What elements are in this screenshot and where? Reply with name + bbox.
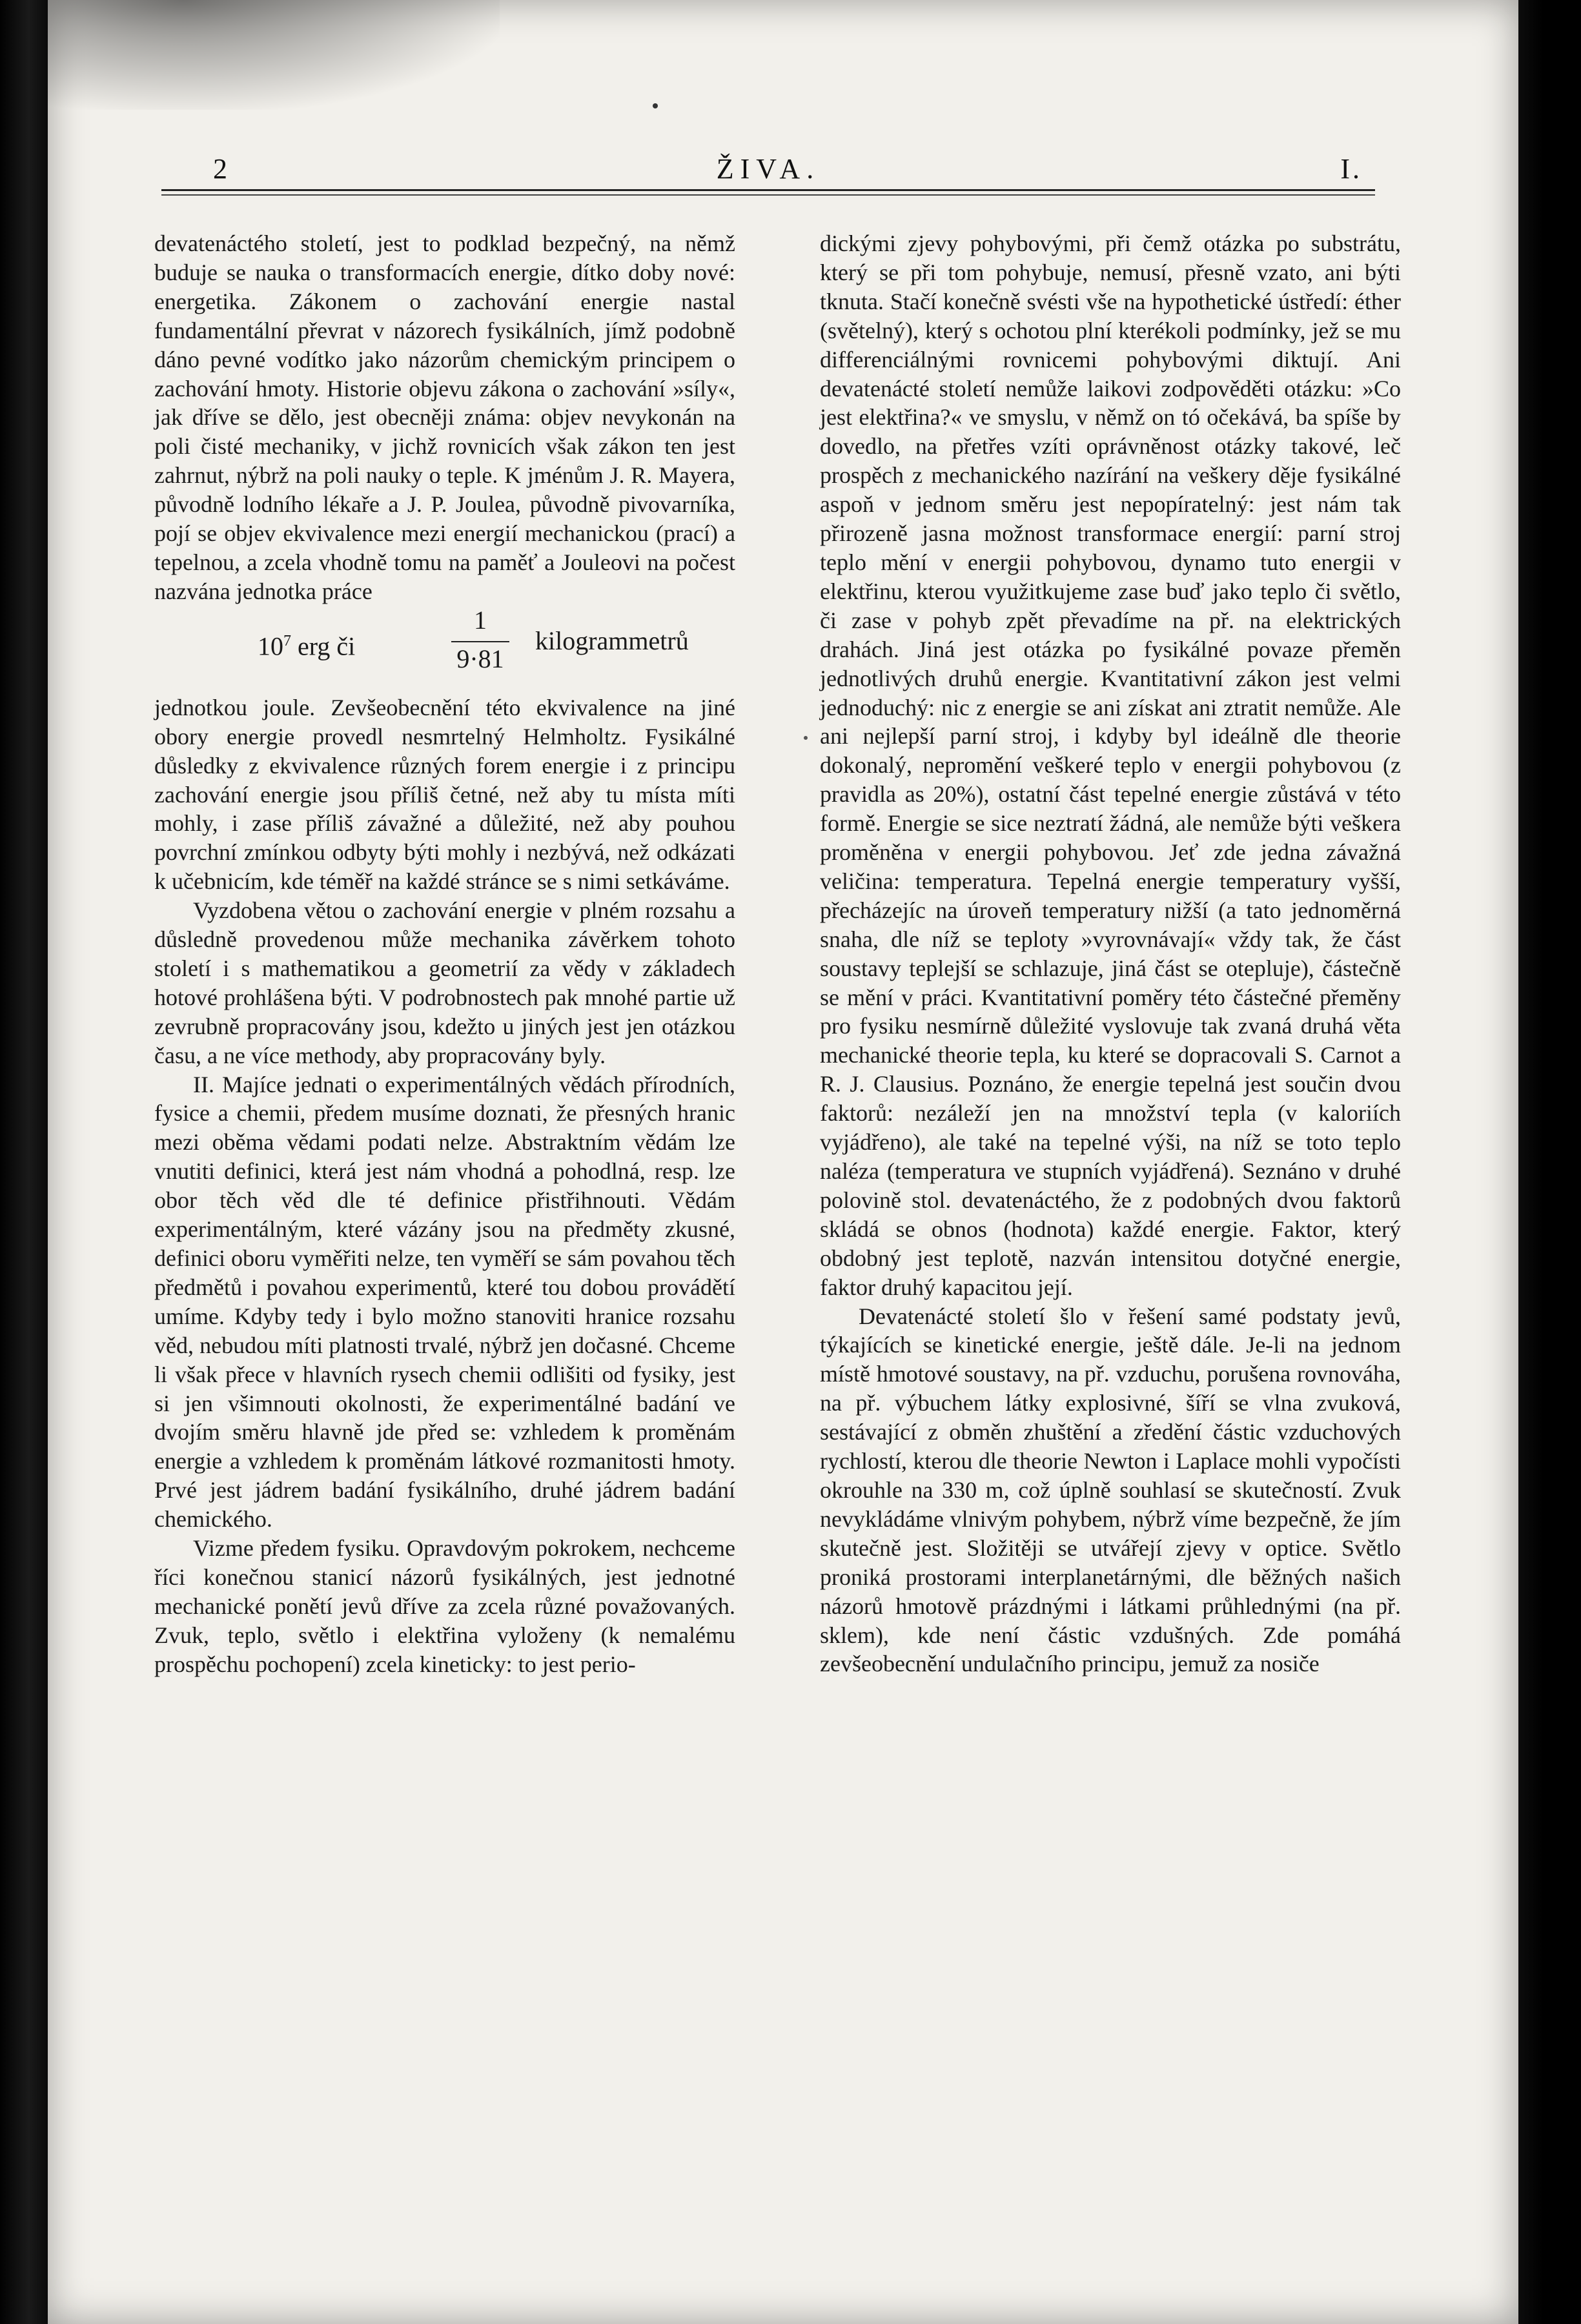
paragraph: Devatenácté století šlo v řešení samé podstaty jevů, týkajících se kinetické energie, ještě dále. Je-li na jednom místě hmotové soustavy, na př. vzduchu, porušena rovnováha, na př. výbuchem látky explosivné, šíří se vlna zvuková, sestávající z obměn zhuštění a zředění částic vzduchových rychlostí, kterou dle theorie Newton i Laplace mohli vypočísti okrouhle na 330 m, což úplně souhlasí se skutečností. Zvuk nevykládáme vlnivým pohybem, nýbrž víme bezpečně, že jím skutečně jest. Složitěji se utvářejí zjevy v optice. Světlo proniká prostorami interplanetárnými, dle běžných našich názorů hmotově prázdnými i látkami průhlednými (na př. sklem), kde není částic vzdušných. Zde pomáhá zevšeobecnění undulačního principu, jemuž za nosiče xyxy=(820,1303,1401,1677)
paragraph: Vyzdobena větou o zachování energie v plném rozsahu a důsledně provedenou může mechanika závěrkem tohoto století i s mathematikou a geometrií za vědy v základech hotové prohlášena býti. V podrobnostech pak mnohé partie už zevrubně propracovány jsou, kdežto u jiných jest jen otázkou času, a ne více methody, aby propracovány byly. xyxy=(154,897,735,1068)
fraction-numerator: 1 xyxy=(474,605,487,635)
running-header xyxy=(161,152,1375,191)
journal-title: ŽIVA. xyxy=(716,153,821,185)
right-column xyxy=(820,229,1401,1678)
scan-edge-right xyxy=(1518,0,1581,2324)
paragraph: jednotkou joule. Zevšeobecnění této ekvivalence na jiné obory energie provedl nesmrtelný Helmholtz. Fysikálné důsledky z ekvivalence různých forem energie i z principu zachování energie jsou příliš četné, než aby tu místa míti mohly, i zase příliš závažné a důležité, než aby pouhou povrchní zmínkou odbyty býti mohly i nezbývá, než odkázati k učebnicím, kde téměř na každé stránce se s nimi setkáváme. xyxy=(154,694,735,895)
page-stain xyxy=(48,0,500,110)
fraction-denominator: 9·81 xyxy=(456,644,504,673)
header-rule-thin xyxy=(161,194,1375,196)
scan-edge-left xyxy=(0,0,48,2324)
formula-power xyxy=(258,627,355,661)
page-number: 2 xyxy=(213,153,230,185)
formula-unit-kgm: kilogrammetrů xyxy=(535,626,689,655)
paragraph: Vizme předem fysiku. Opravdovým pokrokem, nechceme říci konečnou stanicí názorů fysikálných, jest jednotné mechanické ponětí jevů dříve za zcela různé považovaných. Zvuk, teplo, světlo i elektřina vyloženy (k nemalému prospěchu pochopení) zcela kineticky: to jest perio- xyxy=(154,1535,735,1677)
volume-number: I. xyxy=(1340,153,1362,185)
left-column xyxy=(154,229,735,1679)
formula-fraction xyxy=(445,606,516,674)
formula-exponent: 7 xyxy=(283,632,291,649)
ink-speck xyxy=(653,103,658,108)
fraction-bar xyxy=(451,641,509,642)
paragraph: II. Majíce jednati o experimentálných vědách přírodních, fysice a chemii, předem musíme doznati, že přesných hranic mezi oběma vědami podati nelze. Abstraktním vědám lze vnutiti definici, která jest nám vhodná a pohodlná, resp. lze obor těch věd dle té definice přistřihnouti. Vědám experimentálným, které vázány jsou na předměty zkusné, definici oboru vyměřiti nelze, ten vyměří se sám povahou těch předmětů i povahou experimentů, které tou dobou provádětí umíme. Kdyby tedy i bylo možno stanoviti hranice rozsahu věd, nebudou míti platnosti trvalé, nýbrž jen dočasné. Chceme li však přece v hlavních rysech chemii odlišiti od fysiky, jest si jen všimnouti okolnosti, že experimentálné badání ve dvojím směru hlavně jde před se: vzhledem k proměnám energie a vzhledem k proměnám látkové rozmanitosti hmoty. Prvé jest jádrem badání fysikálního, druhé jádrem badání chemického. xyxy=(154,1071,735,1533)
joule-formula xyxy=(154,606,735,693)
formula-base: 10 xyxy=(258,631,283,661)
formula-unit-erg: erg či xyxy=(298,631,356,661)
paragraph: dickými zjevy pohybovými, při čemž otázka po substrátu, který se při tom pohybuje, nemusí, přesně vzato, ani býti tknuta. Stačí konečně svésti vše na hypothetické ústředí: éther (světelný), který s ochotou plní kterékoli podmínky, jež se mu differenciálnými rovnicemi pohybovými diktují. Ani devatenácté století nemůže laikovi zodpověděti otázku: »Co jest elektřina?« ve smyslu, v němž on tó očekává, ba spíše by dovedlo, na přetřes vzíti oprávněnost otázky takové, leč prospěch z mechanického nazírání na veškery děje fysikálné aspoň v jednom směru jest nepopíratelný: jest nám tak přirozeně jasna možnost transformace energií: parní stroj teplo mění v energii pohybovou, dynamo tuto energii v elektřinu, kterou využitkujeme zase buď jako teplo či světlo, či zase v pohyb zpět převadíme na př. na elektrických drahách. Jiná jest otázka po fysikálné povaze přeměn jednotlivých druhů energie. Kvantitativní zákon jest velmi jednoduchý: nic z energie se ani získat ani ztratit nemůže. Ale ani nejlepší parní stroj, i kdyby byl ideálně dle theorie dokonalý, nepromění veškeré teplo v energii pohybovou (z pravidla as 20%), ostatní část tepelné energie zůstává v této formě. Energie se sice neztratí žádná, ale nemůže býti veškera proměněna v energii pohybovou. Jeť zde jedna závažná veličina: temperatura. Tepelná energie temperatury vyšší, přecházejíc na úroveň temperatury nižší (a tato jednoměrná snaha, dle níž se teploty »vyrovnávají« vždy tak, že část soustavy teplejší se schlazuje, jiná část se otepluje), částečně se mění v práci. Kvantitativní poměry této částečné přeměny pro fysiku nesmírně důležité vyslovuje tak zvaná druhá věta mechanické theorie tepla, ku které se dopracovali S. Carnot a R. J. Clausius. Poznáno, že energie tepelná jest součin dvou faktorů: nezáleží jen na množství tepla (v kaloriích vyjádřeno), ale také na tepelné výši, na níž se toto teplo naléza (temperatura ve stupních vyjádřená). Seznáno v druhé polovině stol. devatenáctého, že z podobných dvou faktorů skládá se obnos (hodnota) každé energie. Faktor, který obdobný jest teplotě, nazván intensitou dotyčné energie, faktor druhý kapacitou její. xyxy=(820,230,1401,1300)
ink-speck xyxy=(804,736,808,740)
paragraph: devatenáctého století, jest to podklad bezpečný, na němž buduje se nauka o transformacích energie, dítko doby nové: energetika. Zákonem o zachování energie nastal fundamentální převrat v názorech fysikálních, jímž podobně dáno pevné vodítko jako názorům chemickým principem o zachování hmoty. Historie objevu zákona o zachování »síly«, jak dříve se dělo, jest obecněji známa: objev nevykonán na poli čisté mechaniky, v jichž rovnicích však zákon ten jest zahrnut, nýbrž na poli nauky o teple. K jménům J. R. Mayera, původně lodního lékaře a J. P. Joulea, původně pivovarníka, pojí se objev ekvivalence mezi energií mechanickou (prací) a tepelnou, a zcela vhodně tomu na paměť a Jouleovi na počest nazvána jednotka práce xyxy=(154,230,735,604)
header-rule xyxy=(161,189,1375,191)
